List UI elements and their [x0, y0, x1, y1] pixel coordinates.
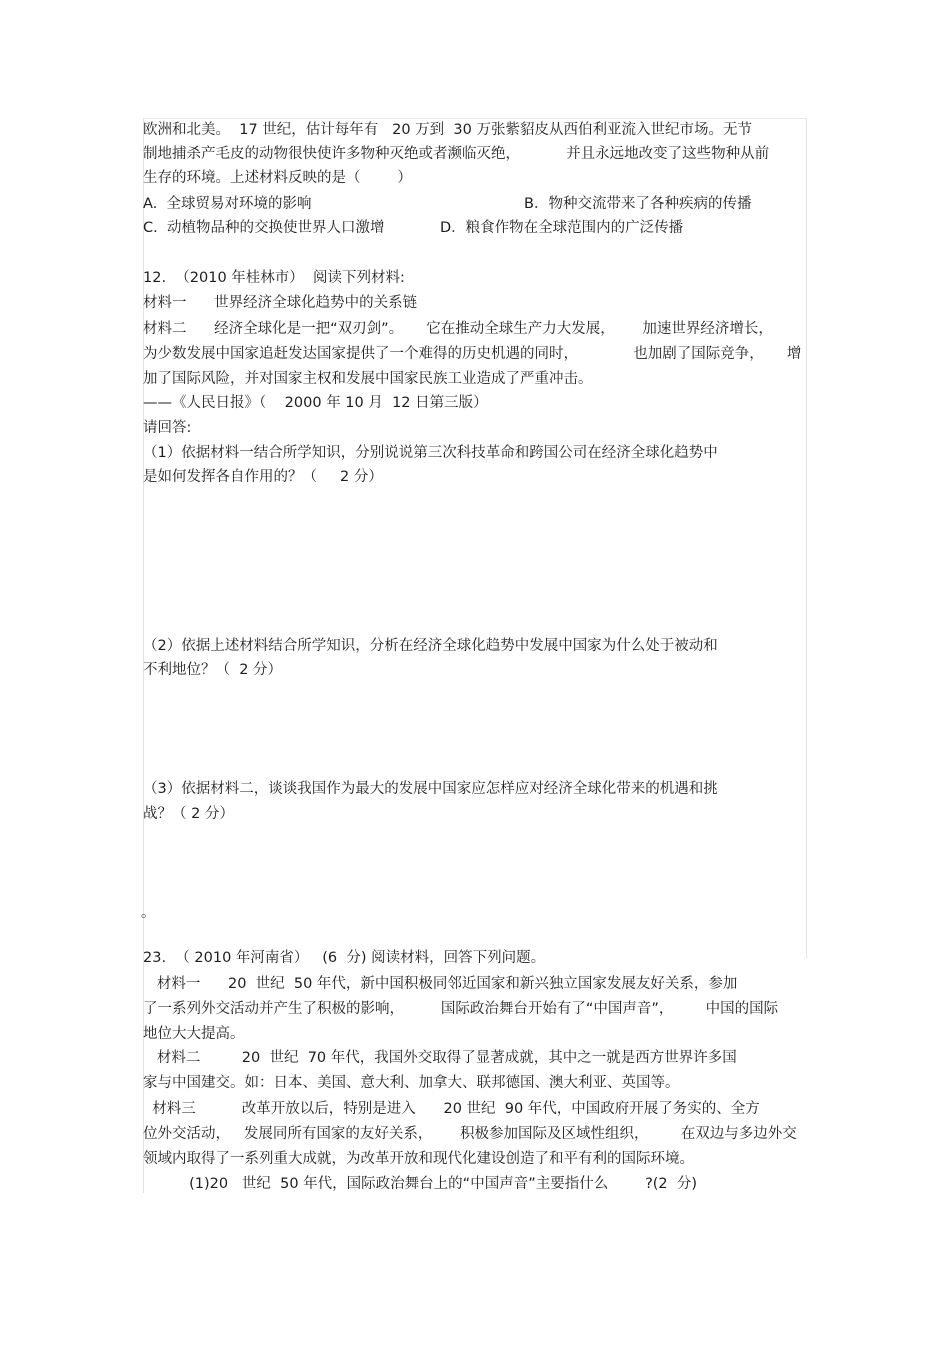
page-frame-right: [806, 118, 807, 958]
q23-material-3-line-2: 位外交活动， 发展同所有国家的友好关系， 积极参加国际及区域性组织， 在双边与多边外交: [143, 1126, 797, 1142]
page-frame-top: [143, 118, 807, 119]
q11-text-line-1: 欧洲和北美。 17 世纪，估计每年有 20 万到 30 万张紫貂皮从西伯利亚流入世纪市场。无节: [143, 122, 752, 138]
q12-material-2-line-1: 材料二 经济全球化是一把“双刃剑”。 它在推动全球生产力大发展， 加速世界经济增长，: [143, 321, 773, 337]
q12-sub-1-line-2: 是如何发挥各自作用的？（ 2 分）: [143, 469, 383, 485]
q11-option-d: D．粮食作物在全球范围内的广泛传播: [440, 220, 684, 236]
q23-material-3-line-3: 领域内取得了一系列重大成就，为改革开放和现代化建设创造了和平有利的国际环境。: [143, 1151, 694, 1167]
q12-material-2-line-2: 为少数发展中国家追赶发达国家提供了一个难得的历史机遇的同时， 也加剧了国际竞争， 增: [143, 346, 802, 362]
q23-material-1-line-2: 了一系列外交活动并产生了积极的影响， 国际政治舞台开始有了“中国声音”， 中国的国际: [143, 1001, 779, 1017]
q12-source: ——《人民日报》（ 2000 年 10 月 12 日第三版）: [143, 395, 488, 411]
q12-end-mark: 。: [141, 905, 156, 921]
q12-material-1: 材料一 世界经济全球化趋势中的关系链: [143, 295, 418, 311]
q11-text-line-2: 制地捕杀产毛皮的动物很快使许多物种灭绝或者濒临灭绝， 并且永远地改变了这些物种从前: [143, 146, 770, 162]
q23-sub-1: (1)20 世纪 50 年代，国际政治舞台上的“中国声音”主要指什么 ?(2 分): [143, 1176, 698, 1192]
q11-text-line-3: 生存的环境。上述材料反映的是（ ）: [143, 170, 412, 186]
q23-material-1-line-3: 地位大大提高。: [143, 1026, 245, 1042]
q12-sub-1-line-1: （1）依据材料一结合所学知识，分别说说第三次科技革命和跨国公司在经济全球化趋势中: [143, 445, 718, 461]
q12-sub-2-line-2: 不利地位？（ 2 分）: [143, 662, 283, 678]
q12-prompt: 请回答:: [143, 420, 192, 436]
q11-option-a: A. 全球贸易对环境的影响: [143, 196, 312, 212]
q11-option-c: C. 动植物品种的交换使世界人口激增: [143, 220, 385, 236]
q23-heading: 23. （ 2010 年河南省） (6 分) 阅读材料，回答下列问题。: [143, 950, 546, 966]
q12-heading: 12. （2010 年桂林市） 阅读下列材料:: [143, 270, 405, 286]
q12-sub-3-line-1: （3）依据材料二，谈谈我国作为最大的发展中国家应怎样应对经济全球化带来的机遇和挑: [143, 781, 718, 797]
q12-material-2-line-3: 加了国际风险，并对国家主权和发展中国家民族工业造成了严重冲击。: [143, 371, 593, 387]
q11-option-b: B．物种交流带来了各种疾病的传播: [524, 196, 752, 212]
q23-material-1-line-1: 材料一 20 世纪 50 年代，新中国积极同邻近国家和新兴独立国家发展友好关系，参加: [143, 976, 738, 992]
q23-material-3-line-1: 材料三 改革开放以后，特别是进入 20 世纪 90 年代，中国政府开展了务实的、全方: [143, 1101, 760, 1117]
q23-material-2-line-1: 材料二 20 世纪 70 年代，我国外交取得了显著成就，其中之一就是西方世界许多国: [143, 1050, 737, 1066]
q12-sub-2-line-1: （2）依据上述材料结合所学知识，分析在经济全球化趋势中发展中国家为什么处于被动和: [143, 638, 718, 654]
q12-sub-3-line-2: 战？（ 2 分）: [143, 806, 234, 822]
q23-material-2-line-2: 家与中国建交。如：日本、美国、意大利、加拿大、联邦德国、澳大利亚、英国等。: [143, 1075, 680, 1091]
